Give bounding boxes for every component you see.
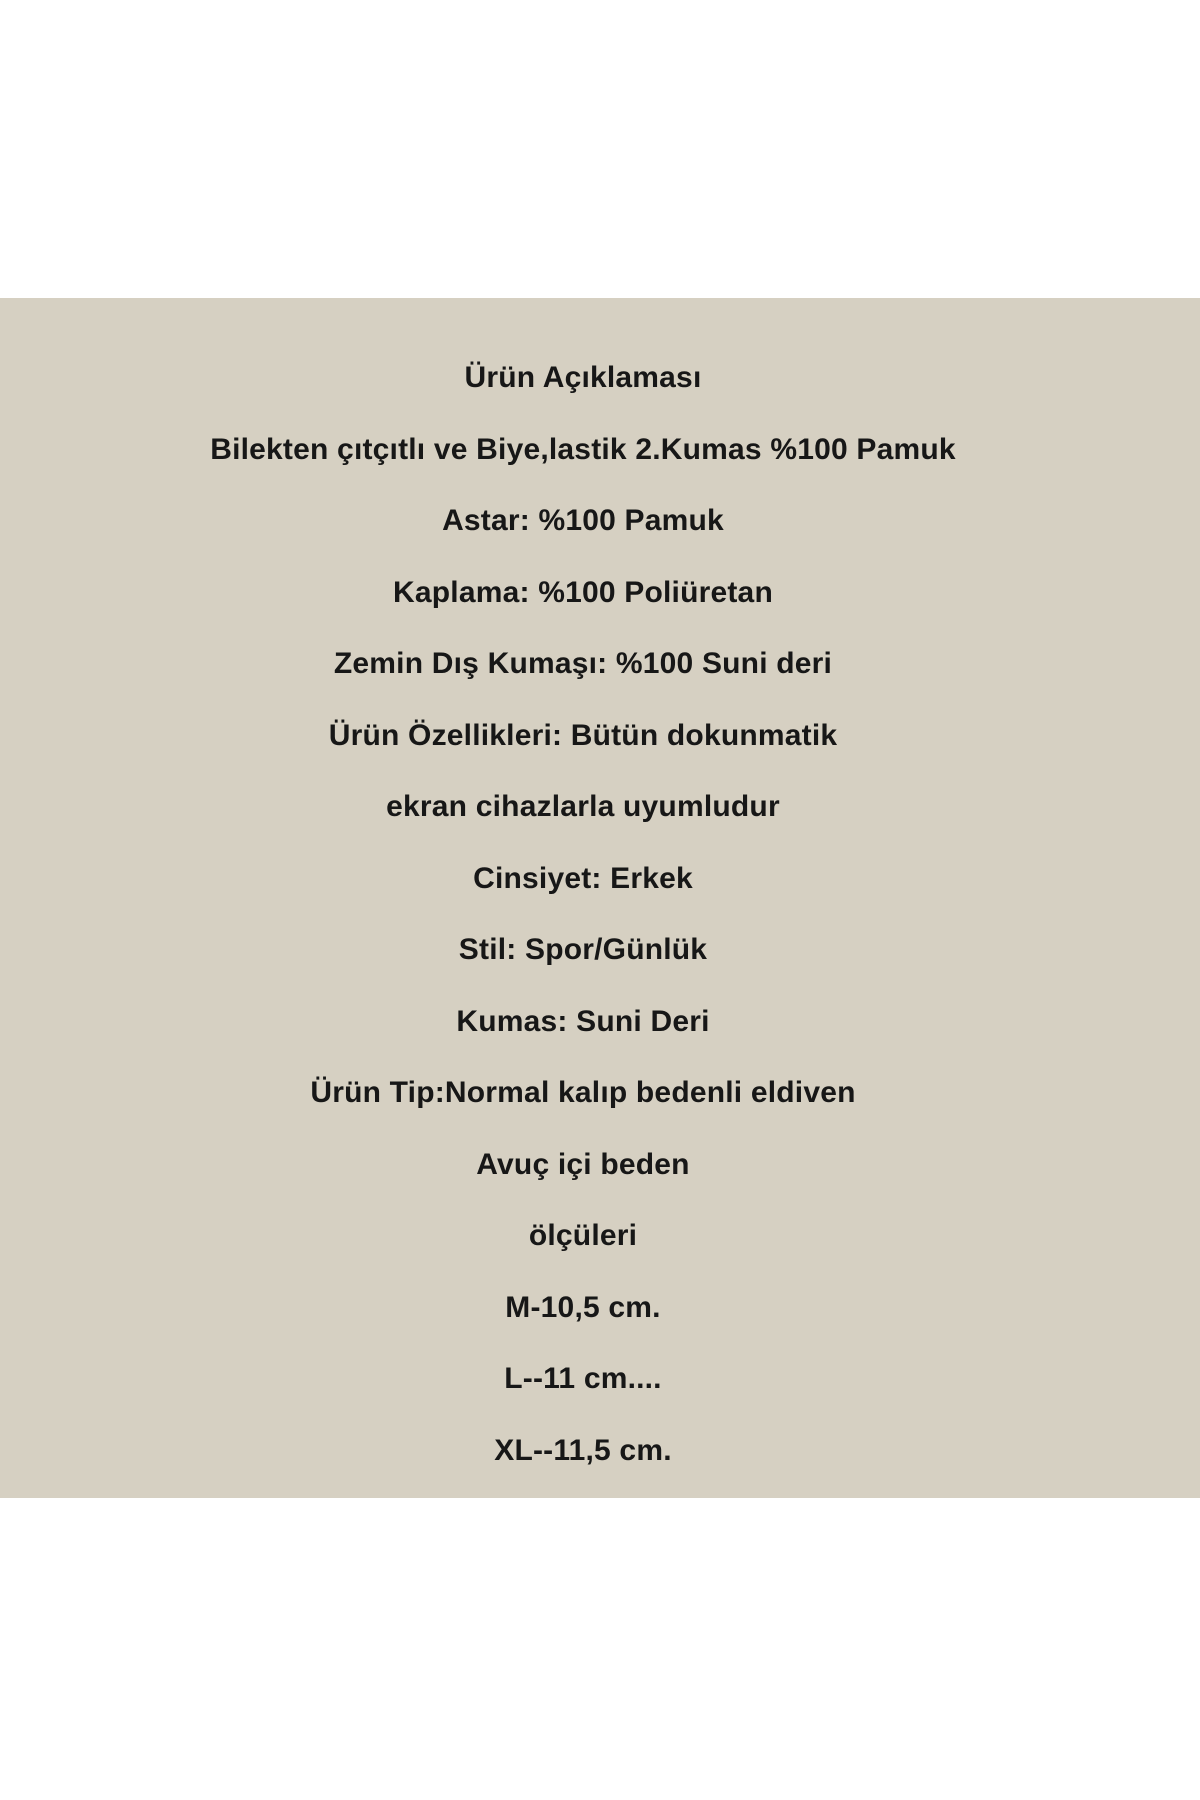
description-line: ekran cihazlarla uyumludur <box>386 790 780 823</box>
size-line-xl: XL--11,5 cm. <box>494 1433 672 1467</box>
size-line-l: L--11 cm.... <box>504 1362 662 1395</box>
description-line: Zemin Dış Kumaşı: %100 Suni deri <box>333 647 833 680</box>
description-line: Ürün Tip:Normal kalıp bedenli eldiven <box>310 1076 856 1109</box>
description-line: Stil: Spor/Günlük <box>458 933 708 966</box>
description-line: Kaplama: %100 Poliüretan <box>393 575 773 609</box>
description-line: ölçüleri <box>528 1219 638 1252</box>
description-line: Kumas: Suni Deri <box>456 1004 710 1038</box>
description-text-column <box>0 298 1166 1486</box>
description-line: Cinsiyet: Erkek <box>473 861 693 895</box>
description-line: Avuç içi beden <box>476 1147 690 1181</box>
description-line: Bilekten çıtçıtlı ve Biye,lastik 2.Kumas %100 Pamuk <box>210 432 956 466</box>
product-description-title: Ürün Açıklaması <box>464 361 702 394</box>
description-line: Astar: %100 Pamuk <box>442 504 724 537</box>
description-line: Ürün Özellikleri: Bütün dokunmatik <box>328 718 838 752</box>
product-description-panel <box>0 298 1200 1498</box>
size-line-m: M-10,5 cm. <box>505 1290 661 1324</box>
